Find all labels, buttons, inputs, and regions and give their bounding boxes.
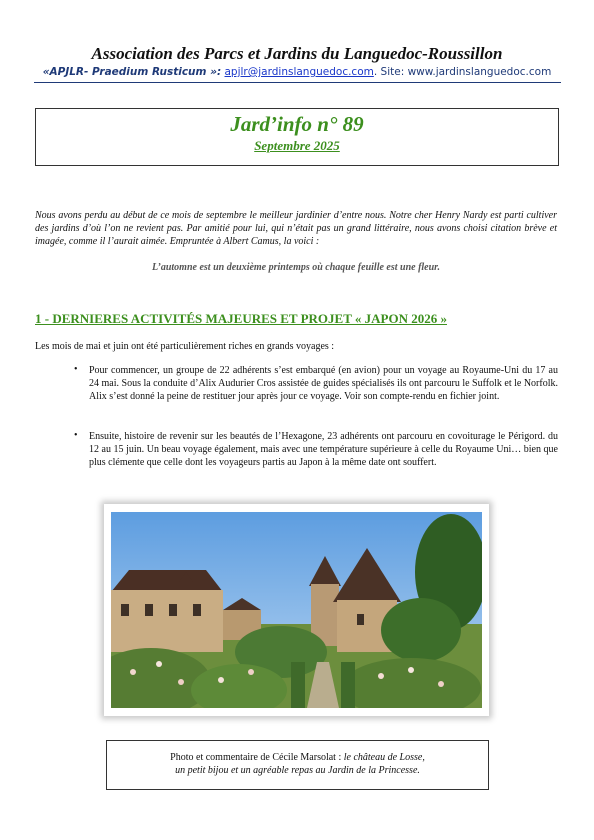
header-tagline: «APJLR- Praedium Rusticum »:: [42, 66, 222, 78]
bullet-item-uk-trip: Pour commencer, un groupe de 22 adhérents s’est embarqué (en avion) pour un voyage au Royaume-Uni du 17 au 24 mai. Sous la conduite d’Alix Audurier Cros assistée de guides spécialisés ils ont parcouru le Suffolk et le Norfolk. Alix s’est donné la peine de restituer jour après jour ce voyage. Voir son compte-rendu en fichier joint.: [89, 365, 558, 402]
newsletter-title: Jard’info n° 89: [230, 112, 364, 136]
site-text: . Site: www.jardinslanguedoc.com: [373, 66, 552, 78]
caption-credit: Photo et commentaire de Cécile Marsolat :: [170, 752, 342, 763]
chateau-de-losse-photo: [111, 512, 482, 708]
photo-frame: [104, 504, 489, 716]
bullet-symbol: •: [74, 364, 78, 375]
email-link[interactable]: apjlr@jardinslanguedoc.com: [224, 66, 374, 78]
caption-place: le château de Losse,: [343, 752, 425, 763]
header-subtitle: [0, 66, 594, 78]
header-divider: [34, 82, 561, 83]
intro-paragraph: Nous avons perdu au début de ce mois de septembre le meilleur jardinier d’entre nous. Notre cher Henry Nardy est parti cultiver des jardins d’où l’on ne revient pas. Par amitié pour lui, qui n’était pas un grand littéraire, nous avons choisi citation brève et imagée, comme il l’aurait aimée. Empruntée à Albert Camus, la voici :: [35, 210, 557, 247]
bullet-item-perigord-trip: Ensuite, histoire de revenir sur les beautés de l’Hexagone, 23 adhérents ont parcouru en covoiturage le Périgord. du 12 au 15 juin. Un beau voyage également, mais avec une température supérieure à celle du Royaume Uni… bien que plus clémente que celle dont les voyageurs partis au Japon à la même date ont souffert.: [89, 431, 558, 468]
association-title: Association des Parcs et Jardins du Languedoc-Roussillon: [91, 44, 503, 63]
photo-caption: [106, 751, 489, 777]
camus-quote: L’automne est un deuxième printemps où chaque feuille est une fleur.: [151, 262, 441, 273]
section-lead: Les mois de mai et juin ont été particulièrement riches en grands voyages :: [35, 341, 335, 352]
newsletter-date: Septembre 2025: [254, 138, 340, 153]
bullet-symbol: •: [74, 430, 78, 441]
caption-comment: un petit bijou et un agréable repas au Jardin de la Princesse.: [175, 765, 420, 776]
section-heading: 1 - DERNIERES ACTIVITÉS MAJEURES ET PROJET « JAPON 2026 »: [35, 311, 447, 326]
